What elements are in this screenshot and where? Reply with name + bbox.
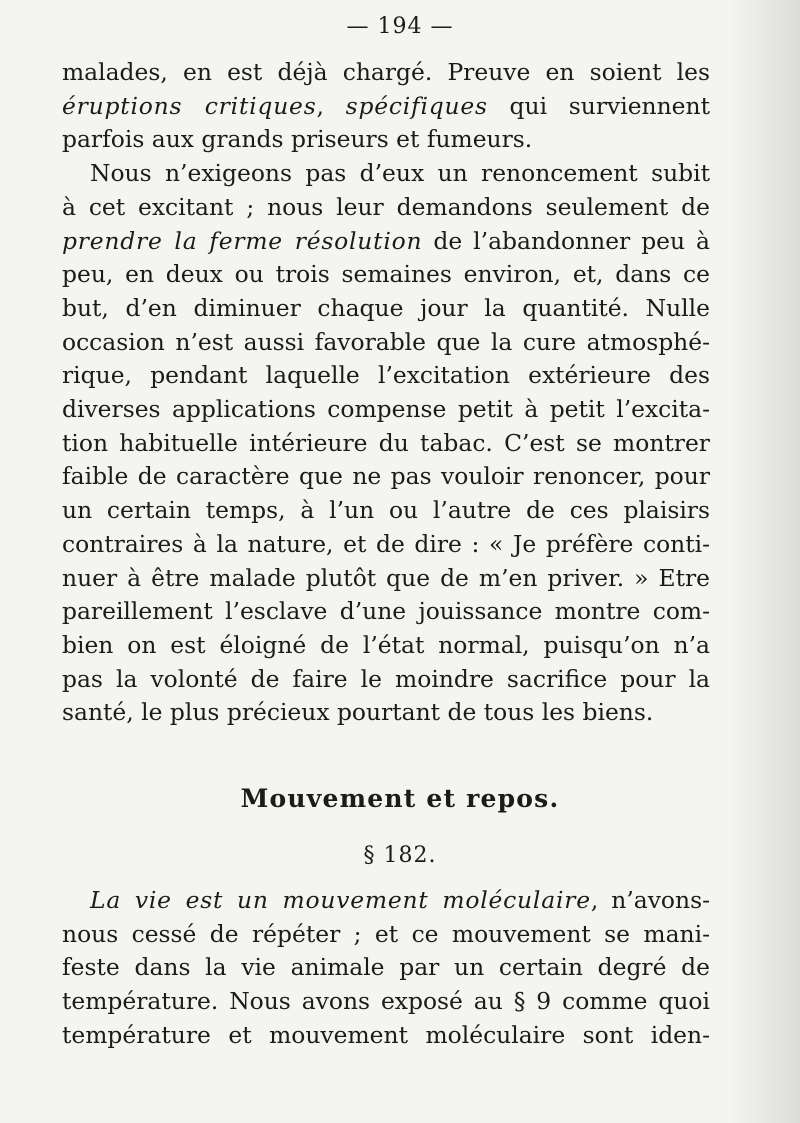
text-line: température et mouvement moléculaire sont iden- (62, 1020, 710, 1049)
section-heading: Mouvement et repos. (240, 784, 560, 813)
text-line-italic-mixed: éruptions critiques, spécifiques qui surviennent (62, 91, 710, 120)
italic-phrase: prendre la ferme résolution (62, 226, 423, 255)
text-line: bien on est éloigné de l’état normal, puisqu’on n’a (62, 630, 710, 659)
bottom-text-block (62, 884, 710, 1053)
text-line: pareillement l’esclave d’une jouissance montre com- (62, 597, 710, 626)
text-line: feste dans la vie animale par un certain degré de (62, 953, 710, 982)
text-line: Nous n’exigeons pas d’eux un renoncement subit (90, 159, 710, 188)
text-line: à cet excitant ; nous leur demandons seulement de (62, 192, 710, 221)
text-line-italic-mixed: La vie est un mouvement moléculaire, n’avons- (90, 886, 710, 914)
text-line-italic-mixed: prendre la ferme résolution de l’abandonner peu à (62, 226, 711, 255)
text-line: tion habituelle intérieure du tabac. C’est se montrer (62, 428, 710, 457)
text-line: contraires à la nature, et de dire : « Je préfère conti- (62, 529, 710, 558)
text-line: diverses applications compense petit à petit l’excita- (62, 395, 710, 424)
text-line: nuer à être malade plutôt que de m’en priver. » Etre (62, 563, 710, 592)
text-line: faible de caractère que ne pas vouloir renoncer, pour (62, 462, 710, 491)
top-text-block (62, 56, 710, 730)
text-line: but, d’en diminuer chaque jour la quantité. Nulle (62, 293, 710, 322)
paragraph-number: § 182. (363, 843, 437, 868)
text-line: température. Nous avons exposé au § 9 comme quoi (62, 987, 710, 1016)
text-line: malades, en est déjà chargé. Preuve en soient les (62, 58, 710, 86)
text-line: rique, pendant laquelle l’excitation extérieure des (62, 361, 710, 390)
text-line: pas la volonté de faire le moindre sacrifice pour la (62, 664, 710, 693)
text-line: nous cessé de répéter ; et ce mouvement se mani- (62, 919, 710, 948)
italic-phrase: La vie est un mouvement moléculaire (90, 886, 591, 914)
page-edge-shadow (730, 0, 800, 1123)
page-number: — 194 — (346, 14, 454, 39)
text-line: santé, le plus précieux pourtant de tous les biens. (62, 698, 654, 727)
text-line: occasion n’est aussi favorable que la cure atmosphé- (62, 327, 710, 356)
italic-phrase: spécifiques (345, 91, 488, 120)
text-line: peu, en deux ou trois semaines environ, et, dans ce (62, 260, 710, 289)
text-line: un certain temps, à l’un ou l’autre de ces plaisirs (62, 496, 710, 525)
italic-phrase: éruptions critiques (62, 91, 317, 120)
text-line: parfois aux grands priseurs et fumeurs. (62, 125, 533, 154)
